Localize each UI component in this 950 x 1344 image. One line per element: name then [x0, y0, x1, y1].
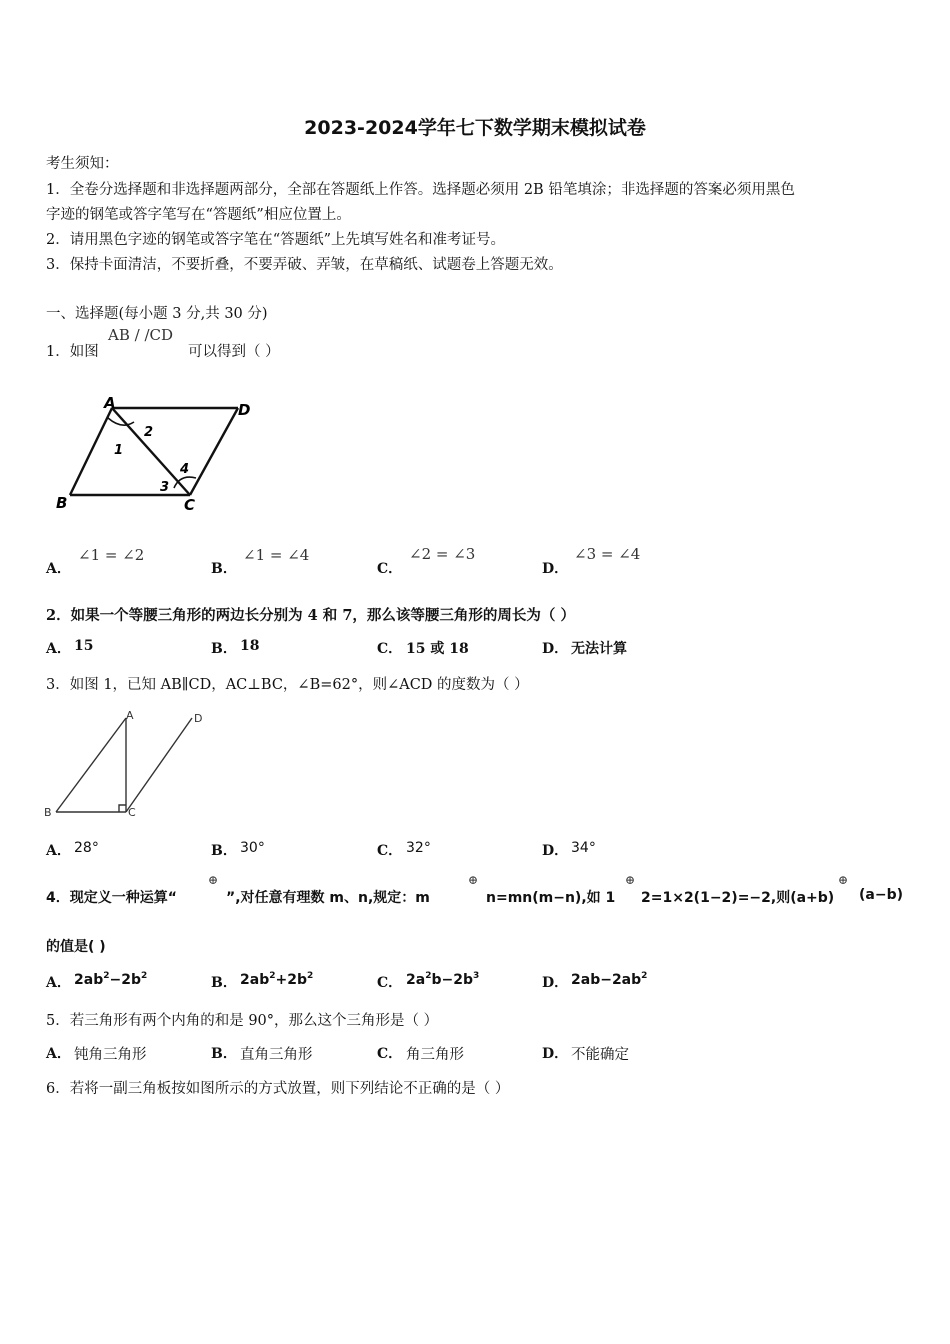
q3-option-c-label: C．: [377, 843, 403, 859]
q4-option-a: $2ab^2-2b^2$: [74, 971, 148, 988]
q1-figure: [50, 388, 270, 518]
q4-option-d: $2ab-2ab^2$: [571, 971, 648, 988]
q4-op-4: ⊕: [838, 873, 849, 887]
q4-option-c: $2a^2b-2b^3$: [406, 971, 480, 988]
q2-option-b-label: B．: [211, 641, 237, 657]
q4-part-5: (a−b): [859, 887, 903, 903]
q3-figure: [42, 708, 212, 823]
q5-option-c: 角三角形: [406, 1047, 464, 1063]
angle-2: 2: [144, 425, 154, 440]
q1-option-d: ∠3 = ∠4: [574, 545, 641, 563]
q1-option-a-label: A．: [46, 561, 71, 577]
q5-option-b-label: B．: [211, 1046, 237, 1062]
angle-4: 4: [180, 462, 190, 477]
q3-label-D: D: [194, 712, 203, 725]
page-title: 2023-2024学年七下数学期末模拟试卷: [304, 117, 646, 139]
notice-line-1b: 字迹的钢笔或答字笔写在“答题纸”相应位置上。: [46, 207, 351, 223]
q3-option-d-label: D．: [542, 843, 569, 859]
q3-option-d: 34°: [571, 840, 596, 856]
q4-part-4: 2=1×2(1−2)=−2,则(a+b): [641, 890, 835, 906]
angle-1: 1: [114, 443, 124, 458]
q4-op-2: ⊕: [468, 873, 479, 887]
q4-line-2: 的值是( ): [46, 939, 106, 955]
q5-option-a: 钝角三角形: [74, 1047, 147, 1063]
q3-label-A: A: [126, 709, 134, 722]
label-A: A: [104, 394, 116, 412]
q2-option-c-label: C．: [377, 641, 403, 657]
q4-part-3: n=mn(m−n),如 1: [486, 890, 616, 906]
q3-option-b-label: B．: [211, 843, 237, 859]
label-C: C: [184, 496, 196, 514]
q4-option-d-label: D．: [542, 975, 569, 991]
label-D: D: [238, 401, 251, 419]
notice-heading: 考生须知：: [46, 156, 119, 172]
q1-option-a: ∠1 = ∠2: [78, 546, 145, 564]
q4-option-a-label: A．: [46, 975, 71, 991]
notice-line-2: 2．请用黑色字迹的钢笔或答字笔在“答题纸”上先填写姓名和准考证号。: [46, 232, 506, 248]
q1-option-c: ∠2 = ∠3: [409, 545, 476, 563]
q1-option-c-label: C．: [377, 561, 403, 577]
angle-3: 3: [160, 480, 170, 495]
q5-text: 5．若三角形有两个内角的和是 90°，那么这个三角形是（ ）: [46, 1013, 439, 1029]
q2-option-a: 15: [74, 638, 94, 654]
notice-line-3: 3．保持卡面清洁，不要折叠，不要弄破、弄皱，在草稿纸、试题卷上答题无效。: [46, 257, 563, 273]
q1-option-d-label: D．: [542, 561, 569, 577]
q1-math: AB / /CD: [108, 326, 174, 344]
q3-option-a-label: A．: [46, 843, 71, 859]
q5-option-d: 不能确定: [571, 1047, 629, 1063]
q6-text: 6．若将一副三角板按如图所示的方式放置，则下列结论不正确的是（ ）: [46, 1081, 510, 1097]
q4-option-b-label: B．: [211, 975, 237, 991]
q3-option-c: 32°: [406, 840, 431, 856]
q3-label-B: B: [44, 806, 52, 819]
q5-option-b: 直角三角形: [240, 1047, 313, 1063]
q5-option-d-label: D．: [542, 1046, 569, 1062]
q4-part-1: 4．现定义一种运算“: [46, 890, 177, 906]
q5-option-c-label: C．: [377, 1046, 403, 1062]
q1-option-b: ∠1 = ∠4: [243, 546, 310, 564]
q1-suffix: 可以得到（ ）: [188, 344, 280, 360]
q3-option-b: 30°: [240, 840, 265, 856]
q2-option-a-label: A．: [46, 641, 71, 657]
q1-prefix: 1．如图: [46, 344, 99, 360]
q5-option-a-label: A．: [46, 1046, 71, 1062]
q2-option-d-label: D．: [542, 641, 569, 657]
q2-option-d: 无法计算: [571, 641, 627, 657]
q3-text: 3．如图 1，已知 AB∥CD，AC⊥BC，∠B=62°，则∠ACD 的度数为（ ）: [46, 677, 529, 693]
q4-option-c-label: C．: [377, 975, 403, 991]
q4-part-2: ”,对任意有理数 m、n,规定：m: [226, 890, 430, 906]
q2-option-b: 18: [240, 638, 260, 654]
q3-option-a: 28°: [74, 840, 99, 856]
q1-option-b-label: B．: [211, 561, 237, 577]
q3-label-C: C: [128, 806, 136, 819]
q4-op-1: ⊕: [208, 873, 219, 887]
q4-op-3: ⊕: [625, 873, 636, 887]
section-heading: 一、选择题(每小题 3 分,共 30 分): [46, 306, 268, 322]
notice-line-1: 1．全卷分选择题和非选择题两部分，全部在答题纸上作答。选择题必须用 2B 铅笔填涂；非选择题的答案必须用黑色: [46, 182, 795, 198]
q4-option-b: $2ab^2+2b^2$: [240, 971, 314, 988]
label-B: B: [56, 494, 68, 512]
q2-text: 2．如果一个等腰三角形的两边长分别为 4 和 7，那么该等腰三角形的周长为（ ）: [46, 607, 575, 624]
q2-option-c: 15 或 18: [406, 641, 469, 657]
